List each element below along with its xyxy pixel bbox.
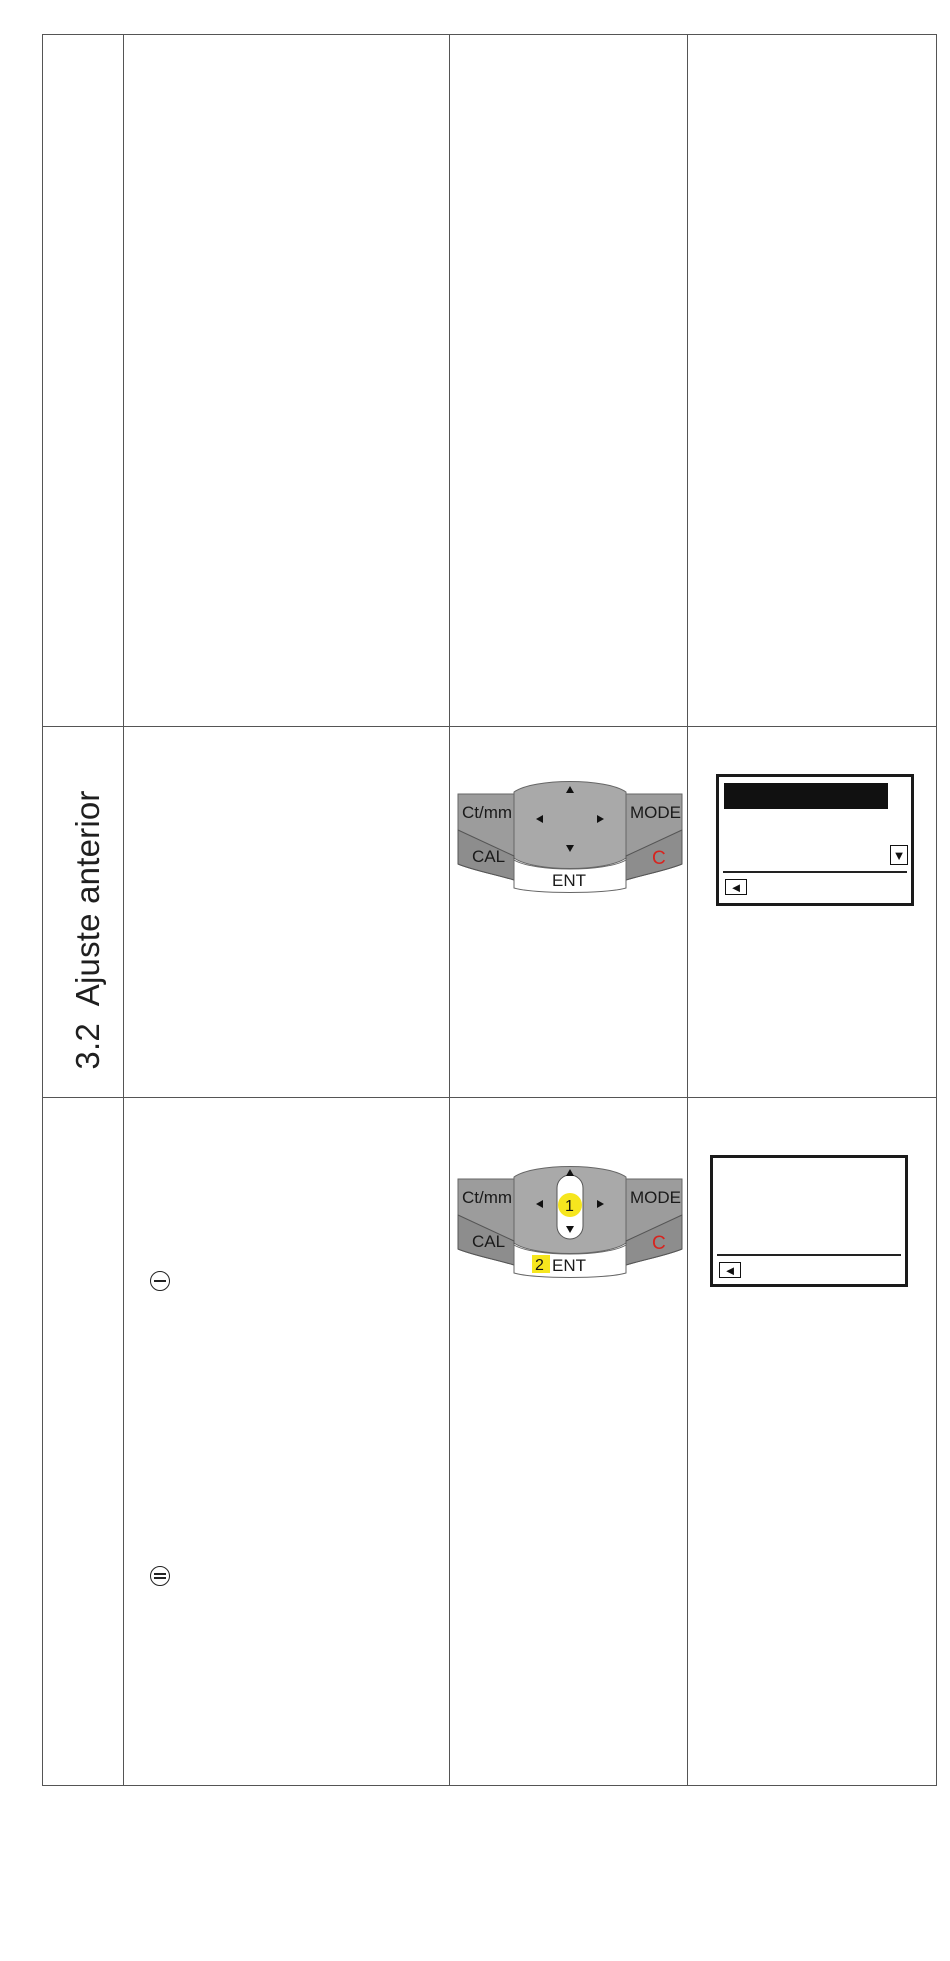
column-divider <box>449 34 450 1786</box>
circle-minus-icon <box>150 1271 170 1291</box>
lcd-display <box>716 774 914 906</box>
display-separator <box>717 1254 901 1256</box>
c-key: C <box>652 848 666 869</box>
column-divider <box>123 34 124 1786</box>
ctmm-key: Ct/mm <box>462 1188 513 1207</box>
highlighted-menu-bar <box>724 783 888 809</box>
section-number: 3.2 <box>69 1023 106 1070</box>
mode-key: MODE <box>630 1188 681 1207</box>
circle-equal-icon <box>150 1566 170 1586</box>
ent-key: ENT <box>552 1256 586 1275</box>
section-title: Ajuste anterior <box>69 790 106 1007</box>
cal-key: CAL <box>472 1232 506 1251</box>
step-1-badge: 1 <box>565 1198 574 1215</box>
down-arrow-icon: ▼ <box>890 845 908 865</box>
row-divider <box>42 1097 937 1098</box>
display-separator <box>723 871 907 873</box>
section-heading <box>69 740 107 1120</box>
ent-key: ENT <box>552 871 586 890</box>
keypad-image <box>454 772 686 896</box>
procedure-table <box>42 34 937 1786</box>
step-2-badge: 2 <box>535 1257 544 1274</box>
back-arrow-icon: ◄ <box>719 1262 741 1278</box>
lcd-display <box>710 1155 908 1287</box>
ctmm-key: Ct/mm <box>462 803 513 822</box>
back-arrow-icon: ◄ <box>725 879 747 895</box>
keypad-image-steps <box>454 1157 686 1281</box>
mode-key: MODE <box>630 803 681 822</box>
cal-key: CAL <box>472 847 506 866</box>
row-divider <box>42 726 937 727</box>
column-divider <box>687 34 688 1786</box>
c-key: C <box>652 1233 666 1254</box>
